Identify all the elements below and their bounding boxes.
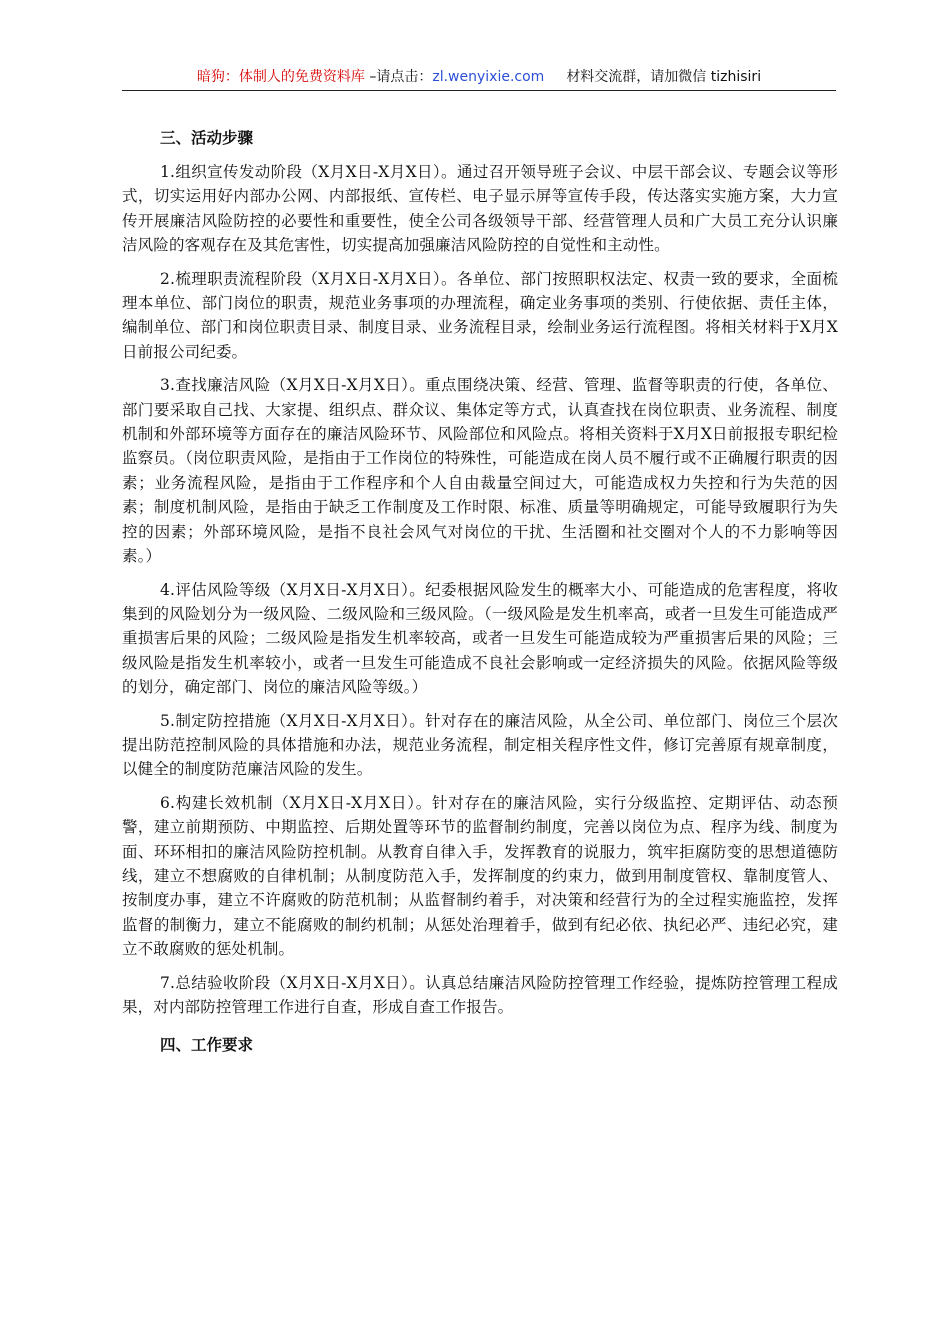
paragraph-step-3: 3.查找廉洁风险（X月X日-X月X日）。重点围绕决策、经营、管理、监督等职责的行使，各单位、部门要采取自己找、大家提、组织点、群众议、集体定等方式，认真查找在岗位职责、业务流程、制度机制和外部环境等方面存在的廉洁风险环节、风险部位和风险点。将相关资料于X月X日前报报专职纪检监察员。（岗位职责风险，是指由于工作岗位的特殊性，可能造成在岗人员不履行或不正确履行职责的因素；业务流程风险，是指由于工作程序和个人自由裁量空间过大，可能造成权力失控和行为失范的因素；制度机制风险，是指由于缺乏工作制度及工作时限、标准、质量等明确规定，可能导致履职行为失控的因素；外部环境风险，是指不良社会风气对岗位的干扰、生活圈和社交圈对个人的不力影响等因素。） — [122, 376, 838, 566]
page-header — [122, 66, 836, 91]
paragraph-step-7: 7.总结验收阶段（X月X日-X月X日）。认真总结廉洁风险防控管理工作经验，提炼防控管理工程成果，对内部防控管理工作进行自查，形成自查工作报告。 — [122, 973, 838, 1016]
section-4-title: 四、工作要求 — [160, 1036, 254, 1055]
document-body — [122, 126, 838, 1067]
header-click-prompt: –请点击： — [364, 69, 433, 85]
paragraph-step-1: 1.组织宣传发动阶段（X月X日-X月X日）。通过召开领导班子会议、中层干部会议、专题会议等形式，切实运用好内部办公网、内部报纸、宣传栏、电子显示屏等宣传手段，传达落实实施方案，大力宣传开展廉洁风险防控的必要性和重要性，使全公司各级领导干部、经营管理人员和广大员工充分认识廉洁风险的客观存在及其危害性，切实提高加强廉洁风险防控的自觉性和主动性。 — [122, 163, 838, 255]
paragraph-step-5: 5.制定防控措施（X月X日-X月X日）。针对存在的廉洁风险，从全公司、单位部门、岗位三个层次提出防范控制风险的具体措施和办法，规范业务流程，制定相关程序性文件，修订完善原有规章制度，以健全的制度防范廉洁风险的发生。 — [122, 711, 838, 779]
paragraph-step-6: 6.构建长效机制（X月X日-X月X日）。针对存在的廉洁风险，实行分级监控、定期评估、动态预警，建立前期预防、中期监控、后期处置等环节的监督制约制度，完善以岗位为点、程序为线、制度为面、环环相扣的廉洁风险防控机制。从教育自律入手，发挥教育的说服力，筑牢拒腐防变的思想道德防线，建立不想腐败的自律机制；从制度防范入手，发挥制度的约束力，做到用制度管权、靠制度管人、按制度办事，建立不许腐败的防范机制；从监督制约着手，对决策和经营行为的全过程实施监控，发挥监督的制衡力，建立不能腐败的制约机制；从惩处治理着手，做到有纪必依、执纪必严、违纪必究，建立不敢腐败的惩处机制。 — [122, 793, 838, 959]
header-group-note: 材料交流群，请加微信 tizhisiri — [566, 69, 762, 85]
section-3-title: 三、活动步骤 — [160, 129, 254, 147]
paragraph-step-2: 2.梳理职责流程阶段（X月X日-X月X日）。各单位、部门按照职权法定、权责一致的要求，全面梳理本单位、部门岗位的职责，规范业务事项的办理流程，确定业务事项的类别、行使依据、责任主体，编制单位、部门和岗位职责目录、制度目录、业务流程目录，绘制业务运行流程图。将相关材料于X月X日前报公司纪委。 — [122, 269, 838, 361]
header-link[interactable]: zl.wenyixie.com — [432, 69, 545, 85]
header-site-name: 暗狗：体制人的免费资料库 — [196, 69, 365, 85]
paragraph-step-4: 4.评估风险等级（X月X日-X月X日）。纪委根据风险发生的概率大小、可能造成的危害程度，将收集到的风险划分为一级风险、二级风险和三级风险。（一级风险是发生机率高，或者一旦发生可能造成严重损害后果的风险；二级风险是指发生机率较高，或者一旦发生可能造成较为严重损害后果的风险；三级风险是指发生机率较小，或者一旦发生可能造成不良社会影响或一定经济损失的风险。依据风险等级的划分，确定部门、岗位的廉洁风险等级。） — [122, 580, 838, 697]
